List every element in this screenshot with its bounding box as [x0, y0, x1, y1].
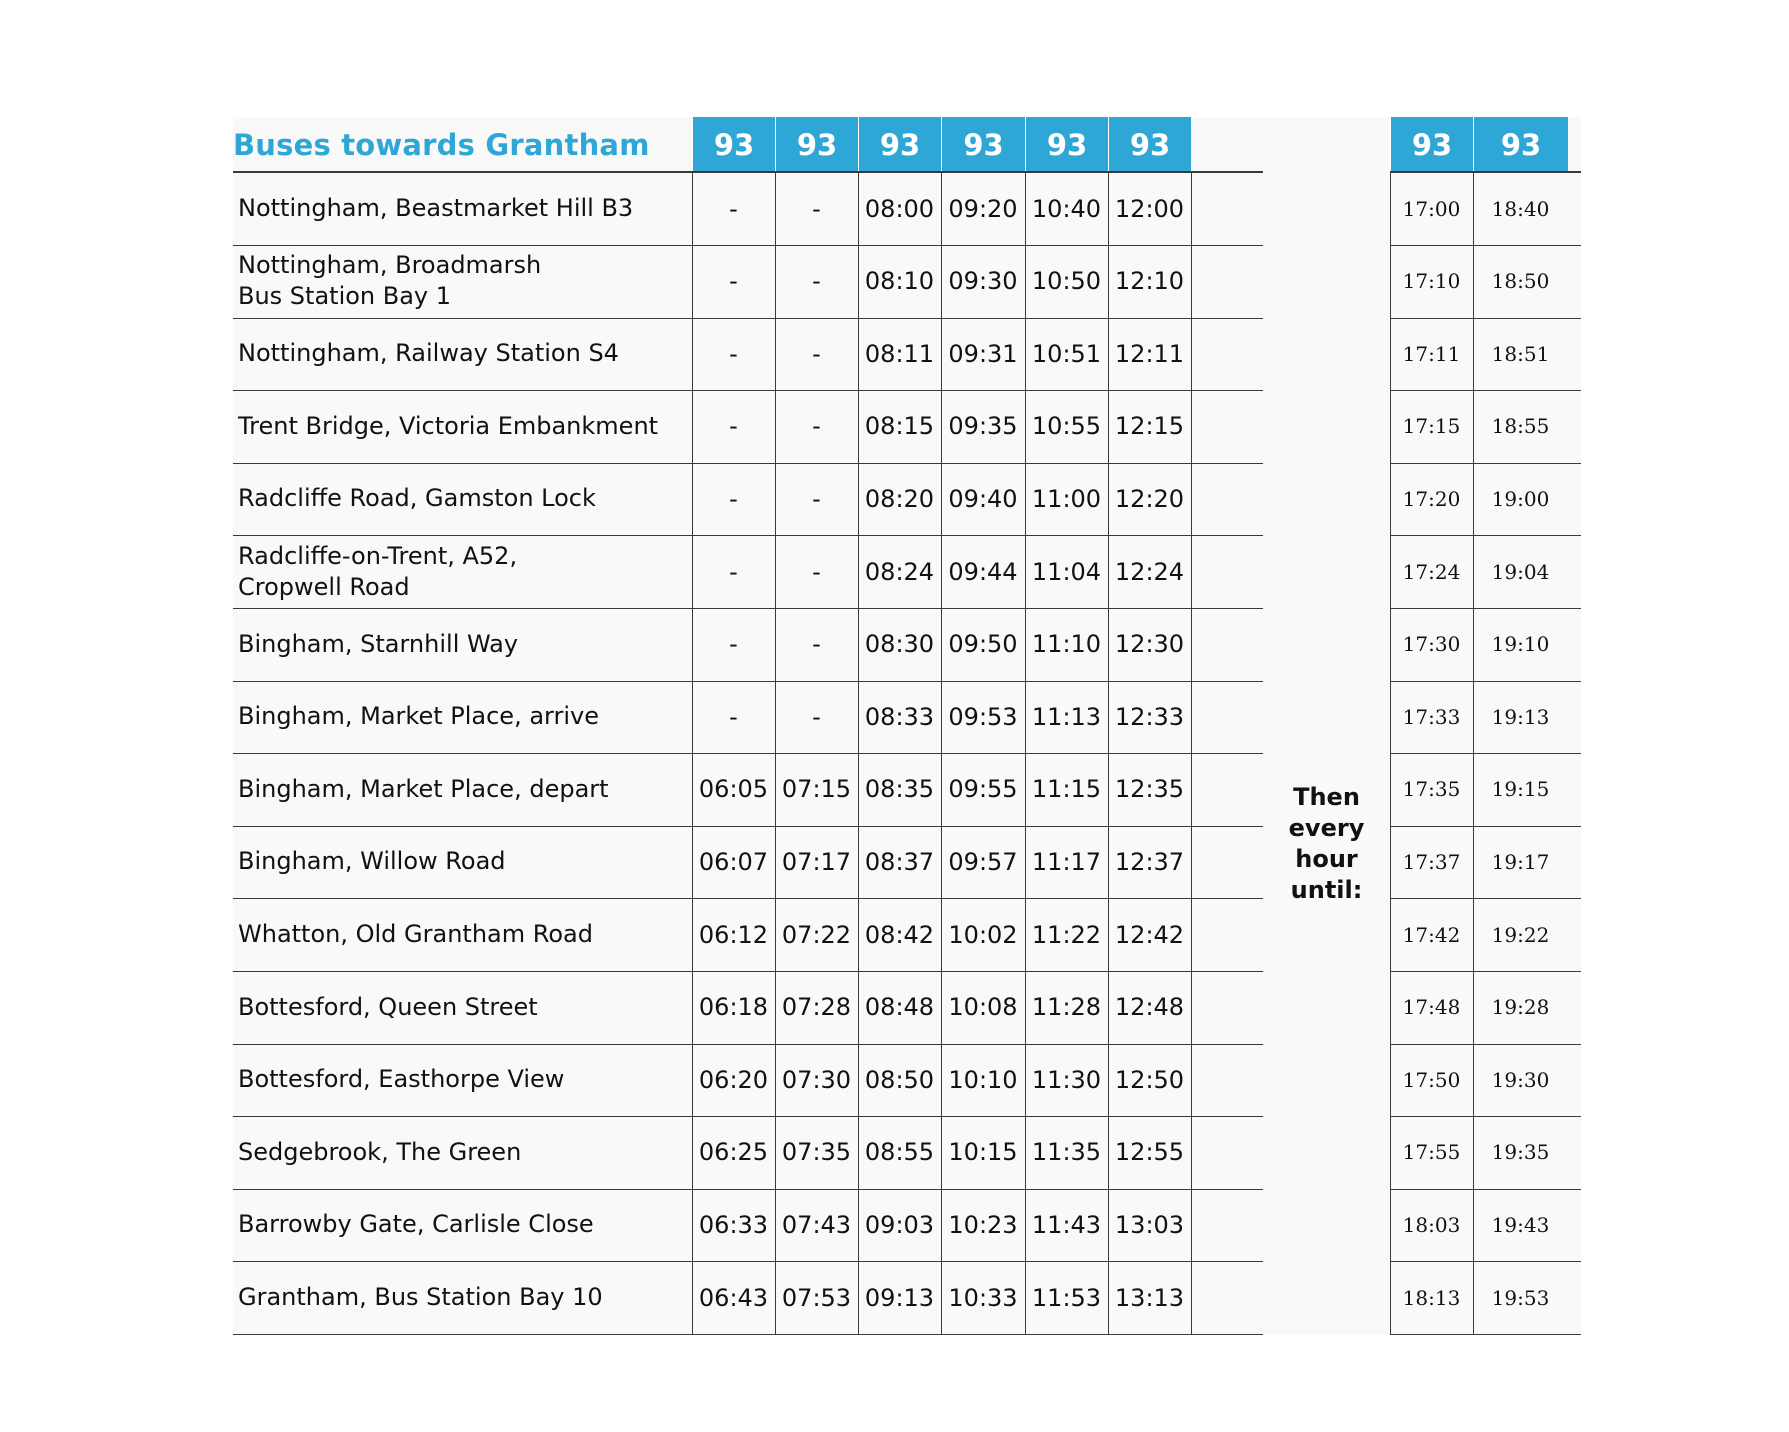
departure-time: 12:55: [1114, 1138, 1185, 1167]
departure-time: 06:43: [698, 1283, 769, 1312]
route-number-header: 93: [1473, 117, 1568, 172]
departure-time: 09:35: [948, 412, 1018, 441]
departure-time: 12:42: [1114, 920, 1185, 949]
departure-time: 18:50: [1491, 269, 1550, 294]
column-rule: [1025, 172, 1026, 1335]
column-rule: [1473, 172, 1474, 1335]
column-rule: [1191, 172, 1192, 1335]
departure-time: 11:43: [1031, 1210, 1102, 1239]
route-number-header: 93: [692, 117, 775, 172]
departure-time: 11:30: [1031, 1065, 1102, 1094]
departure-time: 11:28: [1031, 993, 1102, 1022]
departure-time: -: [812, 194, 821, 223]
departure-time: 11:22: [1031, 920, 1102, 949]
departure-time: 12:37: [1114, 847, 1185, 876]
departure-time: 09:13: [864, 1283, 935, 1312]
departure-time: 10:33: [948, 1283, 1018, 1312]
departure-time: -: [812, 484, 821, 513]
stop-name: Bottesford, Easthorpe View: [238, 1065, 565, 1094]
departure-time: 11:35: [1031, 1138, 1102, 1167]
stop-name: Bingham, Market Place, depart: [238, 774, 609, 803]
departure-time: -: [729, 194, 738, 223]
departure-time: 10:51: [1031, 339, 1102, 368]
departure-time: 07:35: [781, 1138, 852, 1167]
departure-time: -: [729, 267, 738, 296]
route-number-header: 93: [1390, 117, 1473, 172]
route-number-header: 93: [1025, 117, 1108, 172]
departure-time: 18:03: [1402, 1212, 1461, 1237]
route-number-header: 93: [858, 117, 941, 172]
departure-time: 06:07: [698, 847, 769, 876]
departure-time: 12:20: [1114, 484, 1185, 513]
departure-time: 09:44: [948, 557, 1018, 586]
departure-time: 08:15: [864, 412, 935, 441]
departure-time: 11:04: [1031, 557, 1102, 586]
departure-time: 08:30: [864, 630, 935, 659]
departure-time: 12:15: [1114, 412, 1185, 441]
column-rule: [1390, 172, 1391, 1335]
stop-name: Trent Bridge, Victoria Embankment: [238, 411, 659, 440]
departure-time: 07:15: [781, 775, 852, 804]
departure-time: 11:10: [1031, 630, 1102, 659]
departure-time: 17:24: [1402, 559, 1461, 584]
departure-time: 09:40: [948, 484, 1018, 513]
departure-time: 06:12: [698, 920, 769, 949]
departure-time: 18:51: [1491, 341, 1550, 366]
stop-name: Bottesford, Queen Street: [238, 992, 538, 1021]
stop-name: Grantham, Bus Station Bay 10: [238, 1283, 603, 1311]
departure-time: 18:55: [1491, 414, 1550, 439]
stop-name: Nottingham, Broadmarsh Bus Station Bay 1: [238, 251, 542, 311]
departure-time: 12:24: [1114, 557, 1185, 586]
departure-time: -: [729, 557, 738, 586]
departure-time: 17:00: [1402, 196, 1461, 221]
departure-time: 17:15: [1402, 414, 1461, 439]
departure-time: 06:18: [698, 993, 769, 1022]
departure-time: 19:53: [1491, 1285, 1550, 1310]
departure-time: 07:17: [781, 847, 852, 876]
departure-time: 19:15: [1491, 777, 1550, 802]
departure-time: 10:10: [948, 1065, 1018, 1094]
departure-time: 08:33: [864, 702, 935, 731]
departure-time: 17:20: [1402, 486, 1461, 511]
departure-time: 17:33: [1402, 704, 1461, 729]
departure-time: -: [812, 702, 821, 731]
departure-time: 17:50: [1402, 1067, 1461, 1092]
departure-time: 10:02: [948, 920, 1018, 949]
stop-name: Bingham, Willow Road: [238, 847, 506, 876]
departure-time: -: [729, 412, 738, 441]
route-number-header: 93: [1108, 117, 1191, 172]
departure-time: 19:04: [1491, 559, 1550, 584]
stop-name: Radcliffe Road, Gamston Lock: [238, 484, 596, 513]
departure-time: 11:17: [1031, 847, 1102, 876]
route-number-header: 93: [775, 117, 858, 172]
departure-time: 19:13: [1491, 704, 1550, 729]
stop-name: Whatton, Old Grantham Road: [238, 920, 593, 948]
departure-time: 08:50: [864, 1065, 935, 1094]
departure-time: 19:30: [1491, 1067, 1550, 1092]
departure-time: -: [812, 267, 821, 296]
departure-time: -: [812, 339, 821, 368]
route-number-header: 93: [941, 117, 1025, 172]
departure-time: 19:43: [1491, 1212, 1550, 1237]
frequency-note: Then every hour until:: [1288, 783, 1365, 904]
departure-time: 17:10: [1402, 269, 1461, 294]
departure-time: 19:28: [1491, 995, 1550, 1020]
departure-time: 09:53: [948, 702, 1018, 731]
column-rule: [692, 172, 693, 1335]
departure-time: 10:55: [1031, 412, 1102, 441]
departure-time: 17:37: [1402, 849, 1461, 874]
departure-time: 12:30: [1114, 630, 1185, 659]
column-rule: [775, 172, 776, 1335]
departure-time: -: [812, 412, 821, 441]
departure-time: 09:50: [948, 630, 1018, 659]
departure-time: 12:35: [1114, 775, 1185, 804]
departure-time: 08:35: [864, 775, 935, 804]
departure-time: 11:00: [1031, 484, 1102, 513]
departure-time: 06:25: [698, 1138, 769, 1167]
departure-time: 09:57: [948, 847, 1018, 876]
departure-time: 07:30: [781, 1065, 852, 1094]
departure-time: 08:37: [864, 847, 935, 876]
departure-time: 12:48: [1114, 993, 1185, 1022]
timetable-title: Buses towards Grantham: [233, 128, 650, 162]
departure-time: 12:50: [1114, 1065, 1185, 1094]
departure-time: 11:15: [1031, 775, 1102, 804]
departure-time: 06:33: [698, 1210, 769, 1239]
departure-time: 10:40: [1031, 194, 1102, 223]
frequency-column: [1263, 117, 1390, 1335]
departure-time: 12:00: [1114, 194, 1185, 223]
departure-time: 19:17: [1491, 849, 1550, 874]
column-rule: [941, 172, 942, 1335]
departure-time: 17:48: [1402, 995, 1461, 1020]
departure-time: 12:33: [1114, 702, 1185, 731]
departure-time: 08:10: [864, 267, 935, 296]
departure-time: 11:13: [1031, 702, 1102, 731]
departure-time: 17:55: [1402, 1140, 1461, 1165]
departure-time: 11:53: [1031, 1283, 1102, 1312]
departure-time: 12:11: [1114, 339, 1185, 368]
departure-time: 10:50: [1031, 267, 1102, 296]
departure-time: 08:11: [864, 339, 935, 368]
departure-time: -: [729, 339, 738, 368]
departure-time: 17:11: [1402, 341, 1461, 366]
departure-time: 13:13: [1114, 1283, 1185, 1312]
stop-name: Barrowby Gate, Carlisle Close: [238, 1210, 594, 1239]
stop-name: Sedgebrook, The Green: [238, 1137, 522, 1166]
departure-time: 07:28: [781, 993, 852, 1022]
stop-name: Nottingham, Beastmarket Hill B3: [238, 194, 634, 222]
departure-time: 06:20: [698, 1065, 769, 1094]
column-rule: [1108, 172, 1109, 1335]
departure-time: 07:43: [781, 1210, 852, 1239]
departure-time: 09:20: [948, 194, 1018, 223]
departure-time: 07:53: [781, 1283, 852, 1312]
departure-time: 19:35: [1491, 1140, 1550, 1165]
departure-time: 09:03: [864, 1210, 935, 1239]
departure-time: 06:05: [698, 775, 769, 804]
departure-time: 08:48: [864, 993, 935, 1022]
departure-time: 07:22: [781, 920, 852, 949]
timetable: [233, 117, 1581, 1335]
departure-time: -: [812, 630, 821, 659]
departure-time: 10:23: [948, 1210, 1018, 1239]
departure-time: 19:22: [1491, 922, 1550, 947]
departure-time: 08:00: [864, 194, 935, 223]
departure-time: 09:30: [948, 267, 1018, 296]
departure-time: 18:13: [1402, 1285, 1461, 1310]
departure-time: 09:31: [948, 339, 1018, 368]
departure-time: 08:20: [864, 484, 935, 513]
departure-time: 13:03: [1114, 1210, 1185, 1239]
departure-time: 17:35: [1402, 777, 1461, 802]
departure-time: -: [812, 557, 821, 586]
departure-time: 17:30: [1402, 632, 1461, 657]
departure-time: 10:15: [948, 1138, 1018, 1167]
departure-time: 17:42: [1402, 922, 1461, 947]
stop-name: Nottingham, Railway Station S4: [238, 339, 619, 368]
departure-time: 08:42: [864, 920, 935, 949]
departure-time: -: [729, 702, 738, 731]
stop-name: Bingham, Market Place, arrive: [238, 702, 599, 731]
stop-name: Radcliffe-on-Trent, A52, Cropwell Road: [238, 541, 518, 601]
departure-time: 10:08: [948, 993, 1018, 1022]
departure-time: 18:40: [1491, 196, 1550, 221]
departure-time: 08:55: [864, 1138, 935, 1167]
departure-time: 08:24: [864, 557, 935, 586]
stop-name: Bingham, Starnhill Way: [238, 629, 519, 658]
departure-time: -: [729, 630, 738, 659]
departure-time: 12:10: [1114, 267, 1185, 296]
departure-time: 09:55: [948, 775, 1018, 804]
departure-time: 19:10: [1491, 632, 1550, 657]
column-rule: [858, 172, 859, 1335]
departure-time: 19:00: [1491, 486, 1550, 511]
departure-time: -: [729, 484, 738, 513]
